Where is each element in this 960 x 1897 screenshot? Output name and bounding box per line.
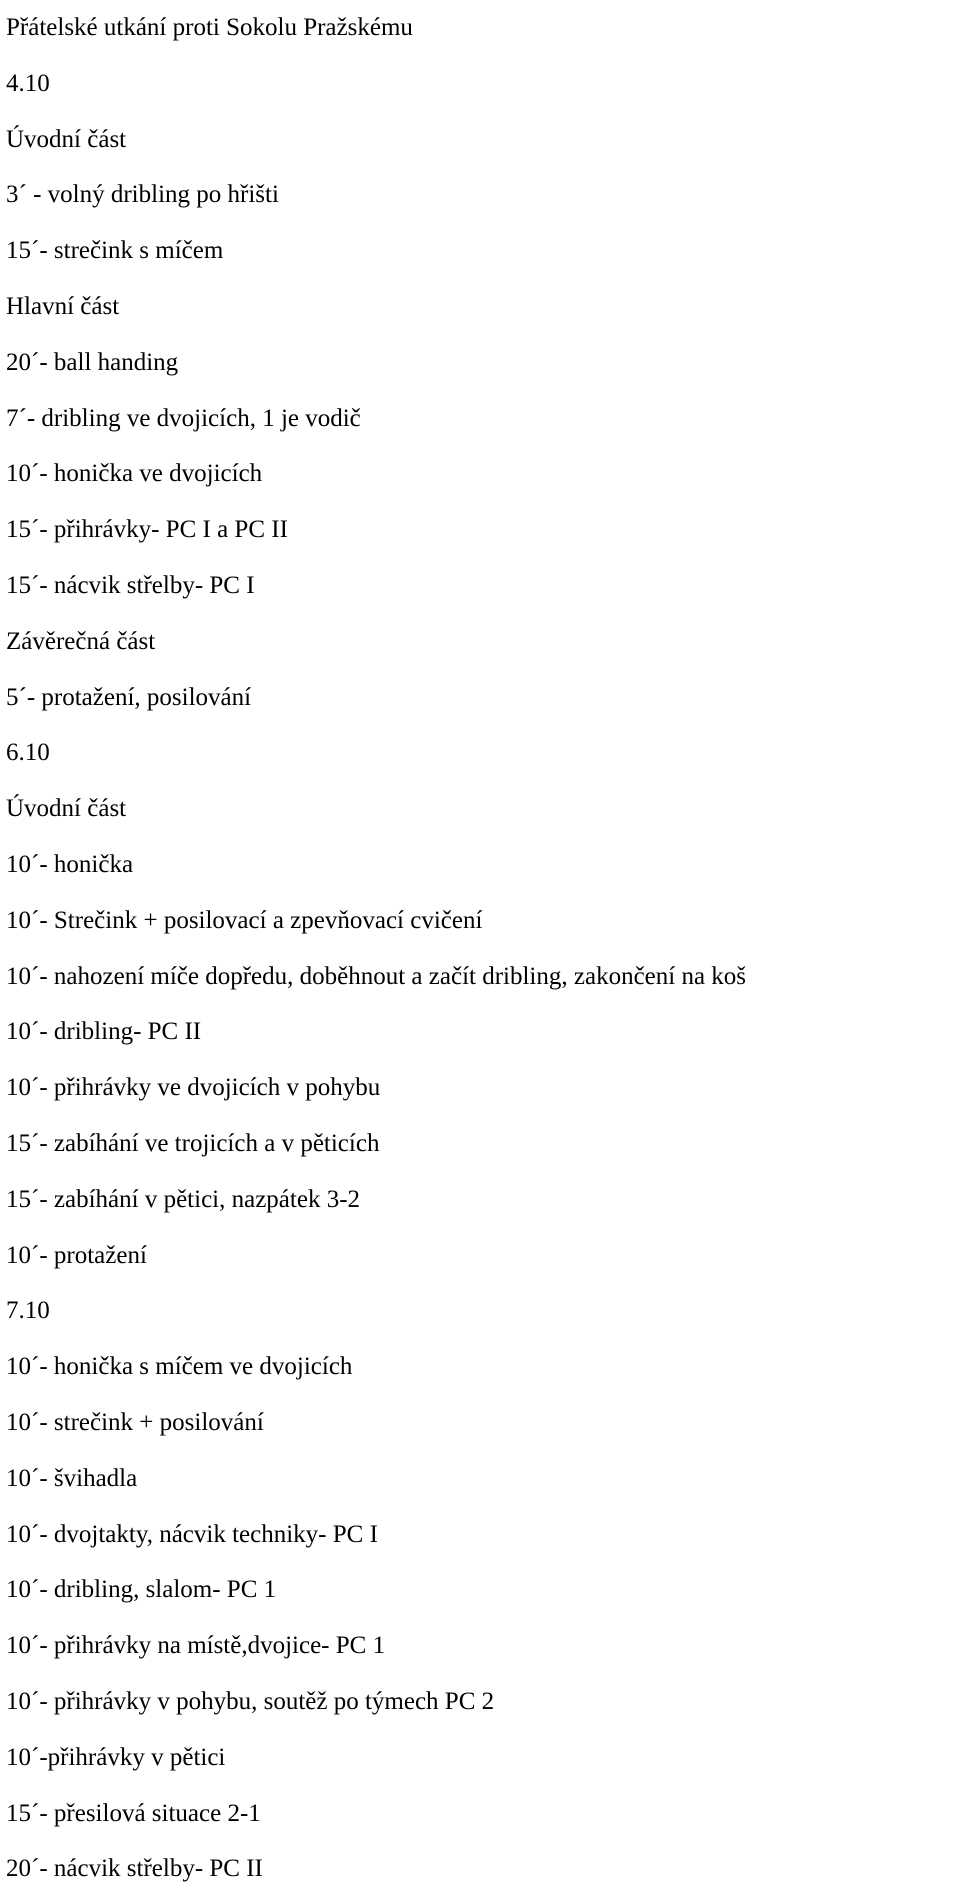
exercise-line: 10´- protažení: [6, 1241, 147, 1269]
exercise-line: 15´- nácvik střelby- PC I: [6, 571, 255, 599]
exercise-line: 5´- protažení, posilování: [6, 683, 252, 711]
exercise-line: 20´- nácvik střelby- PC II: [6, 1855, 263, 1883]
exercise-line: 10´- nahození míče dopředu, doběhnout a začít dribling, zakončení na koš: [6, 962, 747, 990]
session-date: 6.10: [6, 739, 50, 767]
exercise-line: 15´- strečink s míčem: [6, 237, 224, 265]
exercise-line: 10´- dvojtakty, nácvik techniky- PC I: [6, 1520, 378, 1548]
exercise-line: 10´-přihrávky v pětici: [6, 1743, 226, 1771]
exercise-line: 10´- honička s míčem ve dvojicích: [6, 1353, 353, 1381]
session-date: 7.10: [6, 1297, 50, 1325]
exercise-line: 10´- dribling- PC II: [6, 1018, 202, 1046]
exercise-line: 10´- dribling, slalom- PC 1: [6, 1576, 277, 1604]
exercise-line: 10´- Strečink + posilovací a zpevňovací cvičení: [6, 906, 483, 934]
exercise-line: 15´- zabíhání ve trojicích a v pěticích: [6, 1129, 380, 1157]
exercise-line: 3´ - volný dribling po hřišti: [6, 181, 279, 209]
document-body: [6, 0, 956, 1897]
section-heading: Závěrečná část: [6, 627, 156, 655]
exercise-line: 10´- přihrávky na místě,dvojice- PC 1: [6, 1632, 386, 1660]
section-heading: Hlavní část: [6, 292, 120, 320]
exercise-line: 10´- strečink + posilování: [6, 1408, 264, 1436]
exercise-line: 15´- přesilová situace 2-1: [6, 1799, 261, 1827]
exercise-line: 7´- dribling ve dvojicích, 1 je vodič: [6, 404, 361, 432]
exercise-line: 10´- honička ve dvojicích: [6, 460, 263, 488]
exercise-line: 10´- přihrávky ve dvojicích v pohybu: [6, 1074, 381, 1102]
document-title: Přátelské utkání proti Sokolu Pražskému: [6, 14, 413, 41]
exercise-line: 20´- ball handing: [6, 348, 179, 376]
session-date: 4.10: [6, 69, 50, 97]
exercise-line: 15´- přihrávky- PC I a PC II: [6, 516, 288, 544]
exercise-line: 10´- honička: [6, 850, 134, 878]
exercise-line: 15´- zabíhání v pětici, nazpátek 3-2: [6, 1185, 361, 1213]
exercise-line: 10´- přihrávky v pohybu, soutěž po týmech PC 2: [6, 1687, 495, 1715]
exercise-line: 10´- švihadla: [6, 1464, 138, 1492]
section-heading: Úvodní část: [6, 125, 127, 153]
section-heading: Úvodní část: [6, 795, 127, 823]
